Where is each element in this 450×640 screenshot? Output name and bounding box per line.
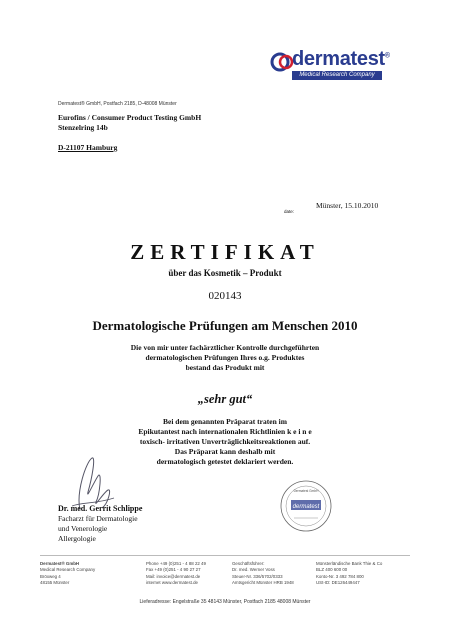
product-number: 020143 <box>208 290 242 302</box>
date-label: date: <box>284 209 295 214</box>
signatory-title-2: und Venerologie <box>58 524 108 533</box>
verdict: „sehr gut“ <box>197 392 253 406</box>
recipient-line-1: Eurofins / Consumer Product Testing GmbH <box>58 113 202 122</box>
sender-line: Dermatest® GmbH, Postfach 2185, D-48008 Münster <box>58 101 177 107</box>
para2-line-1: Bei dem genannten Präparat traten im <box>163 417 287 426</box>
signatory-title-3: Allergologie <box>58 534 96 543</box>
company-stamp <box>274 478 338 534</box>
para1-line-3: bestand das Produkt mit <box>185 363 265 372</box>
logo-wordmark: dermatest® <box>292 48 390 70</box>
signatory-title-1: Facharzt für Dermatologie <box>58 514 138 523</box>
footer-col-contact: Phone +49 (0)251 - 4 88 22 49 Fax +49 (0)251 - 4 90 27 27 Mail: invoice@dermatest.de internet www.dermatest.de <box>146 561 206 586</box>
para1-line-2: dermatologischen Prüfungen Ihres o.g. Produktes <box>145 353 305 362</box>
date-value: Münster, 15.10.2010 <box>316 201 379 210</box>
recipient-line-3: D-21107 Hamburg <box>58 143 118 152</box>
footer-col-company: Dermatest® GmbH Medical Research Company Bröxweg 4 48155 Münster <box>40 561 96 586</box>
footer-divider <box>40 555 410 556</box>
para2-line-2: Epikutantest nach internationalen Richtlinien k e i n e <box>138 427 312 436</box>
para1-line-1: Die von mir unter fachärztlicher Kontrolle durchgeführten <box>130 343 320 352</box>
footer-col-management: Geschäftsführer: Dr. med. Werner Voss Steuer-Nr. 336/5702/0333 Amtsgericht Münster HRB 1948 <box>232 561 294 586</box>
para2-line-3: toxisch- irritativen Unverträglichkeitsreaktionen auf. <box>139 437 311 446</box>
certificate-heading: Dermatologische Prüfungen am Menschen 2010 <box>92 318 358 333</box>
certificate-subtitle: über das Kosmetik – Produkt <box>168 268 282 278</box>
para2-line-4: Das Präparat kann deshalb mit <box>174 447 276 456</box>
footer-col-bank: Münsterländische Bank Thie & Co BLZ 400 600 00 Konto-Nr. 3 492 784 800 USt-ID: DE126449447 <box>316 561 383 586</box>
signatory-name: Dr. med. Gerrit Schlippe <box>58 504 143 513</box>
footer-delivery-address: Lieferadresse: Engelstraße 35 48143 Münster, Postfach 2185 48008 Münster <box>139 599 311 605</box>
logo-tagline: Medical Research Company <box>292 71 382 80</box>
certificate-title: ZERTIFIKAT <box>130 240 320 264</box>
recipient-line-2: Stenzelring 14b <box>58 123 108 132</box>
stamp-word: dermatest <box>292 504 320 510</box>
stamp-ring-text: Dermatest GmbH <box>293 489 319 493</box>
para2-line-5: dermatologisch getestet deklariert werden. <box>156 457 294 466</box>
